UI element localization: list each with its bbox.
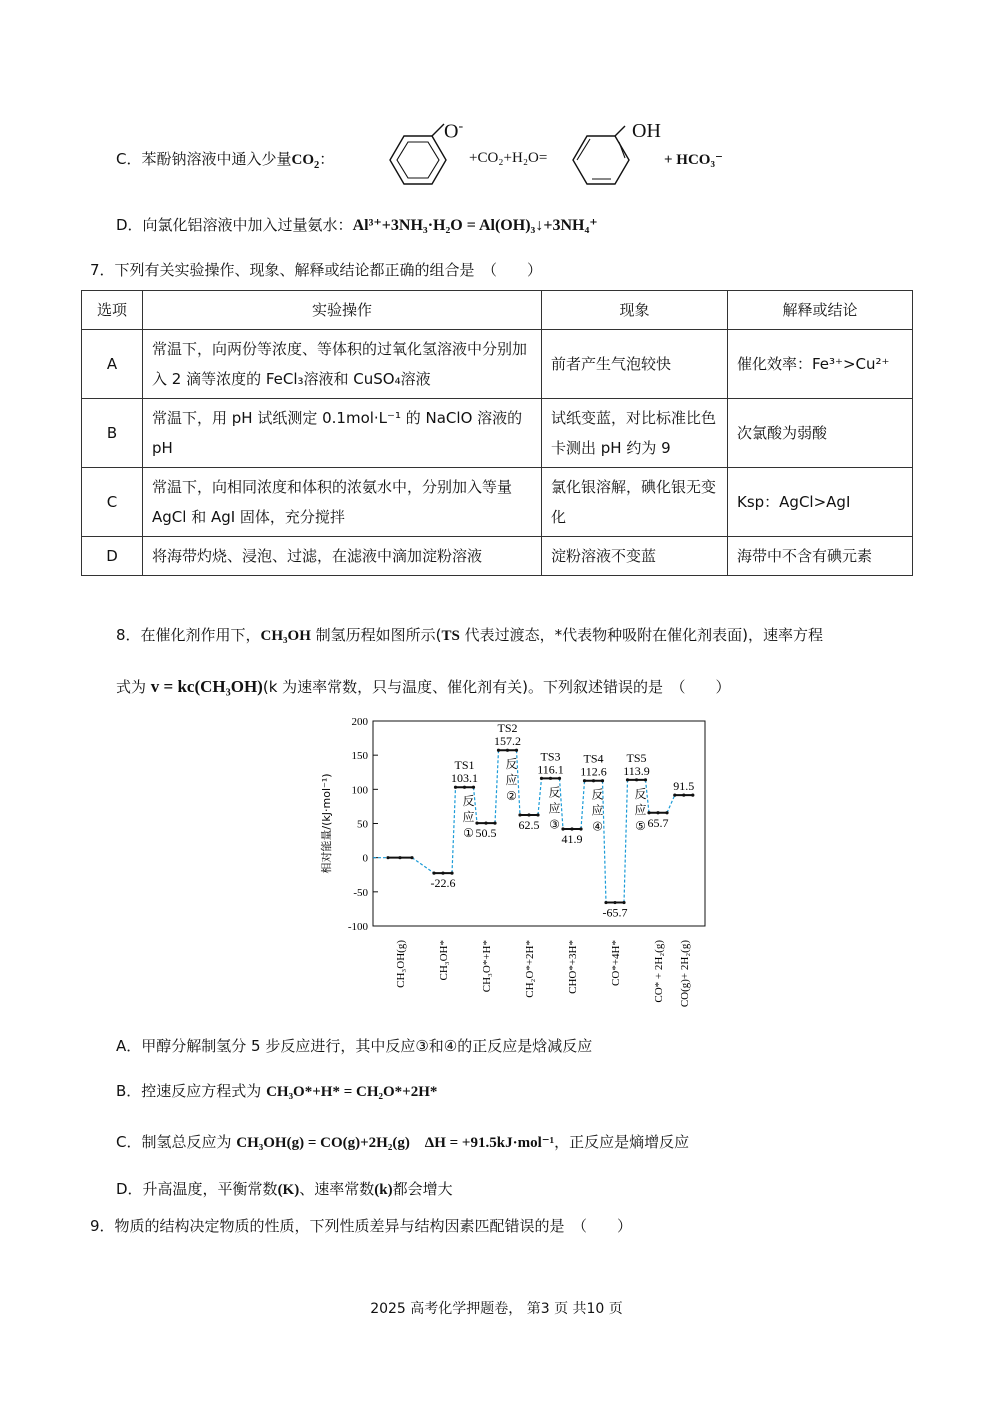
y-tick-label: 50 [357,818,368,831]
x-category-label: CH₃O*+H* [481,940,493,993]
level-value-label: 103.1 [451,771,478,786]
reaction-label: ① [463,826,474,841]
level-dot [558,777,561,780]
level-dot [561,827,564,830]
page-footer: 2025 高考化学押题卷， 第3 页 共10 页 [370,1301,623,1317]
row-option: A [82,330,143,399]
q6-option-d [116,214,598,235]
header-phenomenon: 现象 [542,291,728,330]
q6c-hco3: + HCO₃⁻ [664,152,723,168]
q8-option-a: A．甲醇分解制氢分 5 步反应进行，其中反应③和④的正反应是焓减反应 [116,1037,593,1055]
q6c-co2: $CO_2$ [291,152,320,171]
row-phenomenon: 氯化银溶解，碘化银无变化 [542,468,728,537]
connector-line [538,778,542,815]
level-value-label: 50.5 [475,826,497,841]
level-value-label: 62.5 [518,817,540,832]
level-dot [665,811,668,814]
connector-line [452,787,456,873]
reaction-label: 应 [505,773,518,788]
x-category-label: CH₃OH(g) [395,940,407,988]
level-dot [622,901,625,904]
row-phenomenon: 前者产生气泡较快 [542,330,728,399]
x-category-label: CO(g)+ 2H₂(g) [678,940,691,1008]
level-dot [536,813,539,816]
level-dot [626,778,629,781]
q6c-colon: ： [319,150,335,168]
reaction-label: 反 [462,794,475,809]
transition-state-label: TS5 [626,750,647,765]
level-value-label: 91.5 [673,779,695,794]
y-tick-label: 0 [362,852,368,865]
y-tick-label: 150 [351,750,368,763]
level-dot [579,827,582,830]
reaction-label: ② [506,789,517,804]
reaction-label: 应 [548,801,561,816]
header-option: 选项 [82,291,143,330]
q9-stem: 9．物质的结构决定物质的性质，下列性质差异与结构因素匹配错误的是 （ ） [90,1217,633,1235]
level-dot [583,779,586,782]
level-dot [410,856,413,859]
q6-option-c [116,148,334,171]
table-row [82,330,913,399]
reaction-label: 反 [548,785,561,800]
q6c-plus-co2-h2o: +CO₂+H₂O= [469,150,548,166]
table-header-row [82,291,913,330]
y-tick-label: 100 [351,784,368,797]
connector-line [412,858,434,873]
connector-line [495,750,499,823]
table-row [82,468,913,537]
q6c-prefix: C．苯酚钠溶液中通入少量 [116,150,292,168]
level-dot [386,856,389,859]
level-dot [644,778,647,781]
transition-state-label: TS4 [583,751,604,766]
row-conclusion: Ksp：AgCl>AgI [728,468,913,537]
row-conclusion: 海带中不含有碘元素 [728,537,913,576]
level-dot [691,794,694,797]
row-conclusion: 催化效率：Fe³⁺>Cu²⁺ [728,330,913,399]
level-value-label: 113.9 [623,763,650,778]
row-conclusion: 次氯酸为弱酸 [728,399,913,468]
q8-stem-line2: 式为 v = kc(CH₃OH)(k 为速率常数，只与温度、催化剂有关)。下列叙述错误的是 （ ） [116,677,731,696]
row-operation: 将海带灼烧、浸泡、过滤，在滤液中滴加淀粉溶液 [143,537,542,576]
level-dot [454,786,457,789]
header-conclusion: 解释或结论 [728,291,913,330]
q6d-equation: Al³⁺+3NH₃·H₂O = Al(OH)₃↓+3NH₄⁺ [352,217,598,234]
x-category-label: CO* + 2H₂(g) [653,940,665,1003]
phenol-oh: OH [632,120,661,142]
connector-line [581,781,585,829]
level-dot [463,786,466,789]
level-dot [570,827,573,830]
level-dot [515,749,518,752]
level-dot [484,822,487,825]
q7-stem: 7．下列有关实验操作、现象、解释或结论都正确的组合是 （ ） [90,261,543,279]
level-dot [432,872,435,875]
level-dot [493,822,496,825]
level-dot [527,813,530,816]
level-dot [450,872,453,875]
level-dot [518,813,521,816]
reaction-label: 应 [634,802,647,817]
header-operation: 实验操作 [143,291,542,330]
level-dot [497,749,500,752]
reaction-label: ⑤ [635,818,646,833]
level-dot [592,779,595,782]
reaction-label: ③ [549,817,560,832]
level-value-label: 65.7 [647,815,669,830]
phenoxide-o: O- [444,119,464,143]
level-value-label: 41.9 [561,832,583,847]
q8-stem-line1: 8．在催化剂作用下，CH₃OH 制氢历程如图所示(TS 代表过渡态，*代表物种吸附在催化剂表面)，速率方程 [116,626,823,644]
level-value-label: 116.1 [537,762,564,777]
y-tick-label: -100 [347,921,368,933]
level-value-label: -65.7 [602,905,628,920]
level-dot [673,794,676,797]
row-phenomenon: 试纸变蓝，对比标准比色卡测出 pH 约为 9 [542,399,728,468]
level-dot [472,786,475,789]
row-operation: 常温下，向两份等浓度、等体积的过氧化氢溶液中分别加入 2 滴等浓度的 FeCl₃溶液和 CuSO₄溶液 [143,330,542,399]
level-dot [601,779,604,782]
table-row [82,399,913,468]
transition-state-label: TS2 [497,721,518,736]
y-tick-label: 200 [351,716,368,728]
level-dot [441,872,444,875]
level-dot [682,794,685,797]
level-dot [540,777,543,780]
x-category-label: CHO*+3H* [567,940,579,994]
reaction-label: ④ [592,819,603,834]
row-phenomenon: 淀粉溶液不变蓝 [542,537,728,576]
level-dot [656,811,659,814]
level-value-label: 157.2 [494,734,521,749]
level-dot [613,901,616,904]
level-value-label: -22.6 [430,876,456,891]
row-option: B [82,399,143,468]
level-dot [604,901,607,904]
row-option: C [82,468,143,537]
level-value-label: 112.6 [580,764,607,779]
x-category-label: CO*+4H* [610,940,622,986]
level-dot [647,811,650,814]
y-tick-label: -50 [353,886,368,899]
level-dot [506,749,509,752]
q7-table [81,290,913,576]
reaction-label: 反 [634,786,647,801]
reaction-label: 反 [505,757,518,772]
table-row [82,537,913,576]
x-category-label: CH₂O*+2H* [524,940,536,998]
q8-option-b: B．控速反应方程式为 CH₃O*+H* = CH₂O*+2H* [116,1082,438,1100]
level-dot [635,778,638,781]
q8-option-c: C．制氢总反应为 CH₃OH(g) = CO(g)+2H₂(g) ΔH = +91.5kJ·mol⁻¹，正反应是熵增反应 [116,1133,690,1151]
connector-line [624,780,628,903]
reaction-label: 应 [462,810,475,825]
x-category-label: CH₃OH* [438,940,450,981]
transition-state-label: TS3 [540,749,561,764]
row-operation: 常温下，向相同浓度和体积的浓氨水中，分别加入等量 AgCl 和 AgI 固体，充分搅拌 [143,468,542,537]
row-option: D [82,537,143,576]
level-dot [475,822,478,825]
reaction-label: 反 [591,787,604,802]
transition-state-label: TS1 [454,758,475,773]
level-dot [549,777,552,780]
level-dot [398,856,401,859]
energy-profile-chart [310,710,710,1030]
connector-line [667,795,675,813]
q8-option-d: D．升高温度，平衡常数(K)、速率常数(k)都会增大 [116,1180,453,1198]
q6d-prefix: D．向氯化铝溶液中加入过量氨水： [116,216,353,234]
row-operation: 常温下，用 pH 试纸测定 0.1mol·L⁻¹ 的 NaClO 溶液的 pH [143,399,542,468]
y-axis-label: 相对能量/(kJ·mol⁻¹) [320,773,333,874]
reaction-label: 应 [591,803,604,818]
